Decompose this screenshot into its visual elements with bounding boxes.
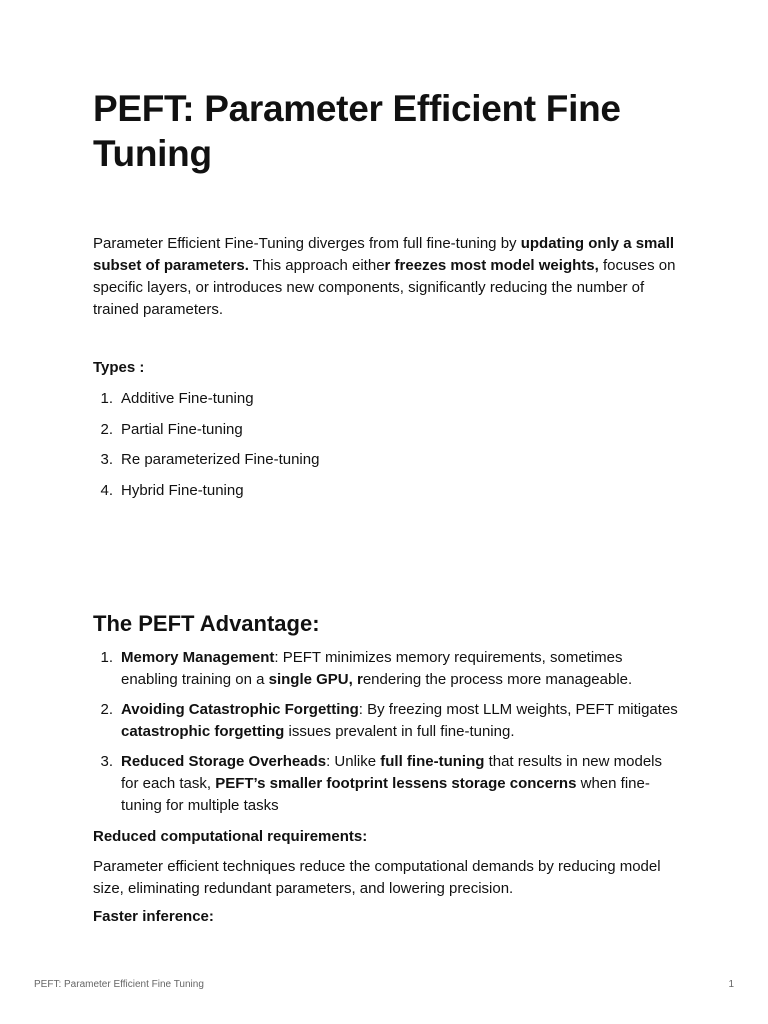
list-number: 1.	[100, 390, 113, 407]
item-text: : PEFT minimizes memory requirements, sometimes enabling training on a	[121, 649, 623, 688]
list-item-label: Partial Fine-tuning	[121, 420, 243, 438]
item-bold-text: PEFT’s smaller footprint lessens storage concerns	[215, 775, 577, 792]
item-bold-text: single GPU, r	[268, 671, 363, 688]
list-number: 2.	[100, 420, 113, 438]
item-text: that results in new models for each task,	[121, 753, 662, 792]
item-bold-title: Memory Management	[121, 649, 275, 666]
item-bold-title: Reduced Storage Overheads	[121, 753, 327, 770]
list-number: 1.	[100, 649, 113, 666]
list-number: 3.	[100, 753, 113, 770]
footer-document-name: PEFT: Parameter Efficient Fine Tuning	[34, 979, 204, 990]
types-list	[93, 388, 683, 510]
intro-text-2: This approach eithe	[248, 257, 385, 274]
item-bold-text: catastrophic forgetting	[121, 723, 285, 740]
item-bold-text: full fine-tuning	[380, 753, 485, 770]
list-number: 2.	[100, 701, 113, 718]
list-item-label: Hybrid Fine-tuning	[121, 481, 244, 499]
reduced-requirements-paragraph: Parameter efficient techniques reduce the computational demands by reducing model size, eliminating redundant parameters, and lowering precision.	[93, 858, 661, 897]
item-text: : By freezing most LLM weights, PEFT mitigates	[358, 701, 678, 718]
intro-text-3: focuses on specific layers, or introduces new components, significantly reducing the number of trained parameters.	[93, 257, 676, 318]
list-item-label: Re parameterized Fine-tuning	[121, 451, 320, 468]
list-item	[93, 419, 683, 441]
list-item	[93, 388, 683, 410]
list-item-label: Additive Fine-tuning	[121, 390, 254, 407]
list-item	[93, 480, 683, 502]
reduced-requirements-heading: Reduced computational requirements:	[93, 828, 368, 845]
faster-inference-heading: Faster inference:	[93, 908, 214, 925]
list-number: 3.	[100, 451, 113, 468]
item-text: issues prevalent in full fine-tuning.	[284, 723, 515, 740]
list-item	[93, 751, 683, 817]
types-heading: Types :	[93, 359, 145, 376]
footer-page-number: 1	[728, 979, 734, 990]
document-title: PEFT: Parameter Efficient Fine Tuning	[93, 88, 621, 174]
intro-paragraph	[93, 233, 683, 321]
list-item	[93, 449, 683, 471]
intro-bold-1: updating only a small subset of parameters.	[93, 235, 675, 274]
intro-bold-2: r freezes most model weights,	[384, 257, 599, 274]
item-text: : Unlike	[326, 753, 381, 770]
list-item	[93, 647, 683, 691]
item-bold-title: Avoiding Catastrophic Forgetting	[121, 701, 359, 718]
advantage-list	[93, 647, 683, 825]
intro-text-1: Parameter Efficient Fine-Tuning diverges from full fine-tuning by	[93, 235, 521, 252]
item-text: endering the process more manageable.	[362, 671, 633, 688]
list-item	[93, 699, 683, 743]
item-text: when fine-tuning for multiple tasks	[121, 775, 650, 814]
section-heading-advantage: The PEFT Advantage:	[93, 611, 320, 636]
list-number: 4.	[100, 481, 113, 499]
